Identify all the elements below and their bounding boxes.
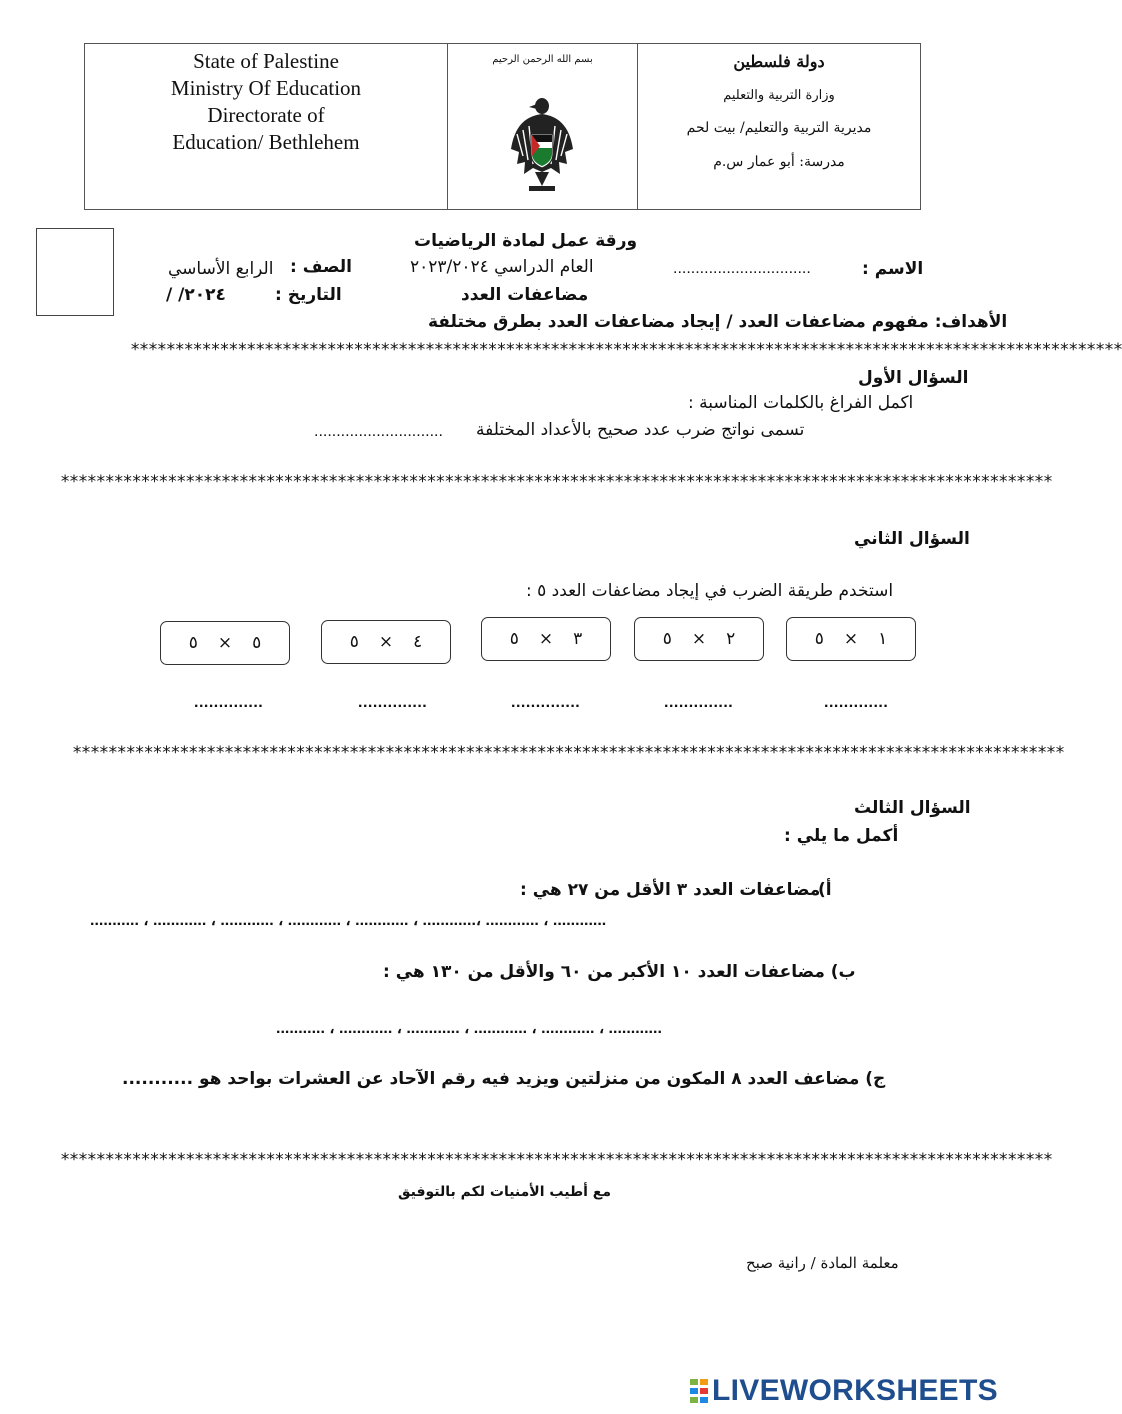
header-en-line-4: Education/ Bethlehem xyxy=(172,130,360,154)
q2-answer-5[interactable]: .............. xyxy=(194,694,264,711)
times-sign: × xyxy=(843,629,859,649)
basmala: بسم الله الرحمن الرحيم xyxy=(492,54,593,65)
times-sign: × xyxy=(538,629,554,649)
liveworksheets-brand[interactable] xyxy=(690,1374,998,1408)
factor-a: ١ xyxy=(878,629,888,649)
header-ar-school: مدرسة: أبو عمار س.م xyxy=(713,154,845,170)
q3-a-blanks[interactable]: ........... ، ............ ، ............ ، ............ ، ............ ، ............، ............ ، ............ xyxy=(90,912,607,929)
header-emblem-cell xyxy=(448,44,638,209)
factor-a: ٤ xyxy=(413,632,423,652)
teacher-name: معلمة المادة / رانية صبح xyxy=(746,1254,899,1272)
worksheet-title: ورقة عمل لمادة الرياضيات xyxy=(414,231,638,251)
q1-title: السؤال الأول xyxy=(858,368,969,388)
q3-title: السؤال الثالث xyxy=(854,798,971,818)
q2-title: السؤال الثاني xyxy=(854,529,970,549)
wishes: مع أطيب الأمنيات لكم بالتوفيق xyxy=(398,1184,612,1200)
header-ar-directorate: مديرية التربية والتعليم/ بيت لحم xyxy=(686,120,872,136)
factor-b: ٥ xyxy=(662,629,672,649)
class-value: الرابع الأساسي xyxy=(168,259,274,279)
objectives: الأهداف: مفهوم مضاعفات العدد / إيجاد مضاعفات العدد بطرق مختلفة xyxy=(428,312,1008,332)
multiplication-box-3 xyxy=(481,617,611,661)
header-ar-state: دولة فلسطين xyxy=(733,52,825,71)
times-sign: × xyxy=(378,632,394,652)
header-en-line-2: Ministry Of Education xyxy=(170,76,362,100)
header-ar-ministry: وزارة التربية والتعليم xyxy=(723,88,835,103)
q2-instruction: استخدم طريقة الضرب في إيجاد مضاعفات العدد ٥ : xyxy=(526,581,894,601)
grade-box xyxy=(36,228,114,316)
q1-sentence: تسمى نواتج ضرب عدد صحيح بالأعداد المختلفة xyxy=(476,420,805,440)
palestine-eagle-emblem xyxy=(509,94,575,194)
separator-1: *************************************************************************************************************** xyxy=(130,340,1122,360)
class-label: الصف : xyxy=(290,257,352,277)
liveworksheets-text: LIVEWORKSHEETS xyxy=(712,1374,998,1407)
header-arabic xyxy=(638,44,920,209)
q3-a-text: مضاعفات العدد ٣ الأقل من ٢٧ هي : xyxy=(520,880,821,900)
topic-title: مضاعفات العدد xyxy=(461,285,589,305)
q2-answer-1[interactable]: ............. xyxy=(824,694,889,711)
header-english xyxy=(85,44,448,209)
q3-b-text: ب) مضاعفات العدد ١٠ الأكبر من ٦٠ والأقل من ١٣٠ هي : xyxy=(383,962,856,982)
school-year: العام الدراسي ٢٠٢٣/٢٠٢٤ xyxy=(410,257,594,277)
multiplication-box-4 xyxy=(321,620,451,664)
separator-3: *************************************************************************************************************** xyxy=(72,743,1064,763)
separator-4: *************************************************************************************************************** xyxy=(60,1150,1052,1170)
multiplication-box-1 xyxy=(786,617,916,661)
q2-answer-3[interactable]: .............. xyxy=(511,694,581,711)
q3-b-blanks[interactable]: ........... ، ............ ، ............ ، ............ ، ............ ، ............ xyxy=(276,1020,662,1037)
header-en-line-1: State of Palestine xyxy=(193,49,339,73)
header-table xyxy=(84,43,921,210)
q2-answer-2[interactable]: .............. xyxy=(664,694,734,711)
name-label: الاسم : xyxy=(862,259,924,279)
header-en-line-3: Directorate of xyxy=(207,103,325,127)
times-sign: × xyxy=(217,633,233,653)
factor-a: ٢ xyxy=(726,629,736,649)
q1-answer-blank[interactable]: ............................. xyxy=(314,423,443,440)
times-sign: × xyxy=(691,629,707,649)
q2-answer-4[interactable]: .............. xyxy=(358,694,428,711)
date-label: التاريخ : xyxy=(275,285,342,305)
factor-a: ٣ xyxy=(573,629,583,649)
factor-a: ٥ xyxy=(252,633,262,653)
factor-b: ٥ xyxy=(509,629,519,649)
liveworksheets-logo-icon xyxy=(690,1377,710,1405)
q3-a-label: أ) xyxy=(818,880,832,900)
factor-b: ٥ xyxy=(814,629,824,649)
q1-instruction: اكمل الفراغ بالكلمات المناسبة : xyxy=(688,393,914,413)
multiplication-box-5 xyxy=(160,621,290,665)
q3-c-text: ج) مضاعف العدد ٨ المكون من منزلتين ويزيد فيه رقم الآحاد عن العشرات بواحد هو ........... xyxy=(122,1069,886,1089)
date-value: / /٢٠٢٤ xyxy=(166,285,226,305)
q3-instruction: أكمل ما يلي : xyxy=(784,826,899,846)
separator-2: *************************************************************************************************************** xyxy=(60,472,1052,492)
factor-b: ٥ xyxy=(188,633,198,653)
name-input[interactable]: ............................... xyxy=(673,260,811,277)
multiplication-box-2 xyxy=(634,617,764,661)
factor-b: ٥ xyxy=(349,632,359,652)
